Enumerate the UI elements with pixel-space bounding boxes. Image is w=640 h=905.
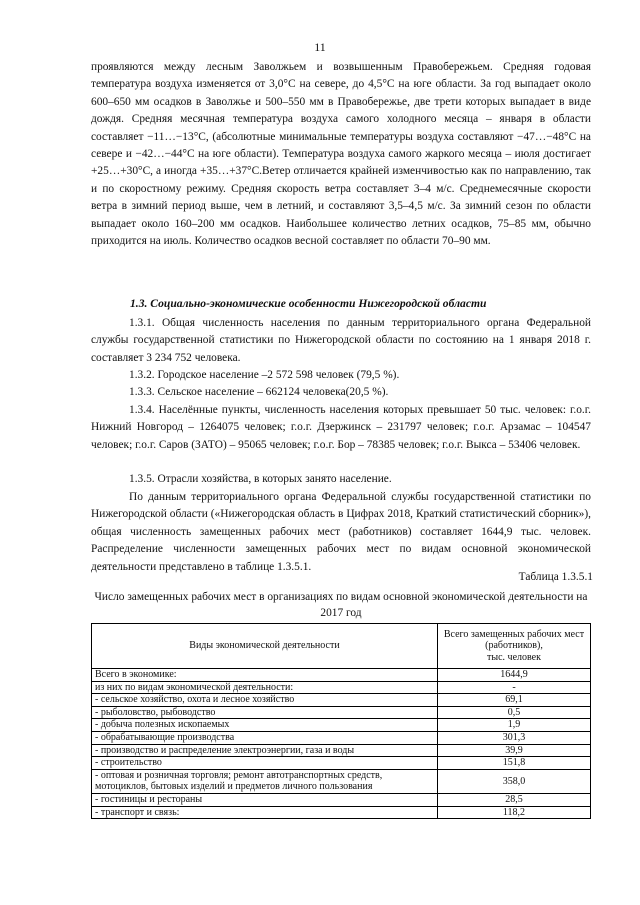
paragraph-1-3-2: 1.3.2. Городское население –2 572 598 человек (79,5 %). [129, 369, 400, 381]
row-activity: - транспорт и связь: [92, 806, 438, 819]
climate-paragraph: проявляются между лесным Заволжьем и возвышенным Правобережьем. Средняя годовая температура воздуха изменяется от 3,0°С на севере, до 4,5°С на юге области. За год выпадает около 600–650 мм осадков в Заволжье и 500–550 мм в Правобережье, две трети которых выпадает в виде дождя. Средняя месячная температура воздуха самого холодного месяца – января в области составляет −11…−13°С, (абсолютные минимальные температуры воздуха составляют −47…−48°С на севере и −42…−44°С на юге области). Температура воздуха самого жаркого месяца – июля достигает +25…+30°С, а иногда +35…+37°С.Ветер отличается крайней изменчивостью как по направлению, так и по скоростному режиму. Средняя скорость ветра составляет 3–4 м/с. Среднемесячные скорости ветра в зимний период выше, чем в летний, и составляют 3,5–4,5 м/с. За зимний сезон по области выпадает около 160–200 мм осадков. Наибольшее количество летних осадков, 75–85 мм, обычно приходится на июль. Количество осадков весной составляет по области 70–90 мм. [91, 61, 591, 248]
table-row [92, 669, 591, 682]
table-row [92, 706, 591, 719]
row-activity: из них по видам экономической деятельности: [92, 681, 438, 694]
table-row [92, 769, 591, 793]
table-row [92, 793, 591, 806]
row-value: 301,3 [438, 731, 591, 744]
row-value: 151,8 [438, 757, 591, 770]
table-reference: Таблица 1.3.5.1 [518, 571, 593, 583]
row-value: 0,5 [438, 706, 591, 719]
row-activity: - добыча полезных ископаемых [92, 719, 438, 732]
table-row [92, 757, 591, 770]
row-value: 1,9 [438, 719, 591, 732]
paragraph-1-3-5: 1.3.5. Отрасли хозяйства, в которых занято население. [129, 473, 392, 485]
row-activity: - строительство [92, 757, 438, 770]
row-value: 118,2 [438, 806, 591, 819]
header-total [438, 624, 591, 669]
section-heading: 1.3. Социально-экономические особенности Нижегородской области [130, 297, 487, 310]
row-value: - [438, 681, 591, 694]
table-row [92, 719, 591, 732]
row-value: 69,1 [438, 694, 591, 707]
table-row [92, 694, 591, 707]
row-activity: - оптовая и розничная торговля; ремонт автотранспортных средств, мотоциклов, бытовых изделий и предметов личного пользования [92, 769, 438, 793]
row-activity: - рыболовство, рыбоводство [92, 706, 438, 719]
page-number: 11 [314, 40, 326, 54]
table-row [92, 731, 591, 744]
employment-table [91, 623, 591, 819]
row-activity: - обрабатывающие производства [92, 731, 438, 744]
table-header-row [92, 624, 591, 669]
paragraph-statistics: По данным территориального органа Федеральной службы государственной статистики по Нижегородской области («Нижегородская область в Цифрах 2018, Краткий статистический сборник»), общая численность замещенных рабочих мест (работников) составляет 1644,9 тыс. человек. Распределение численности замещенных рабочих мест по видам основной экономической деятельности представлено в таблице 1.3.5.1. [91, 491, 591, 573]
paragraph-1-3-1: 1.3.1. Общая численность населения по данным территориального органа Федеральной службы государственной статистики по Нижегородской области по состоянию на 1 января 2018 г. составляет 3 234 752 человека. [91, 317, 591, 364]
header-activity: Виды экономической деятельности [92, 624, 438, 669]
row-activity: - сельское хозяйство, охота и лесное хозяйство [92, 694, 438, 707]
table-caption: Число замещенных рабочих мест в организациях по видам основной экономической деятельности на 2017 год [94, 591, 588, 619]
row-activity: - производство и распределение электроэнергии, газа и воды [92, 744, 438, 757]
row-value: 358,0 [438, 769, 591, 793]
header-unit: тыс. человек [487, 651, 541, 663]
row-activity: Всего в экономике: [92, 669, 438, 682]
paragraph-1-3-4: 1.3.4. Населённые пункты, численность населения которых превышает 50 тыс. человек: г.о.г. Нижний Новгород – 1264075 человек; г.о.г. Дзержинск – 231797 человек; г.о.г. Арзамас – 104547 человек; г.о.г. Саров (ЗАТО) – 95065 человек; г.о.г. Бор – 78385 человек; г.о.г. Выкса – 53406 человек. [91, 404, 591, 451]
header-total-label: Всего замещенных рабочих мест (работников), [443, 628, 585, 652]
row-value: 39,9 [438, 744, 591, 757]
row-activity: - гостиницы и рестораны [92, 793, 438, 806]
table-row [92, 744, 591, 757]
table-row [92, 806, 591, 819]
table-row [92, 681, 591, 694]
paragraph-1-3-3: 1.3.3. Сельское население – 662124 человека(20,5 %). [129, 386, 389, 398]
row-value: 1644,9 [438, 669, 591, 682]
row-value: 28,5 [438, 793, 591, 806]
